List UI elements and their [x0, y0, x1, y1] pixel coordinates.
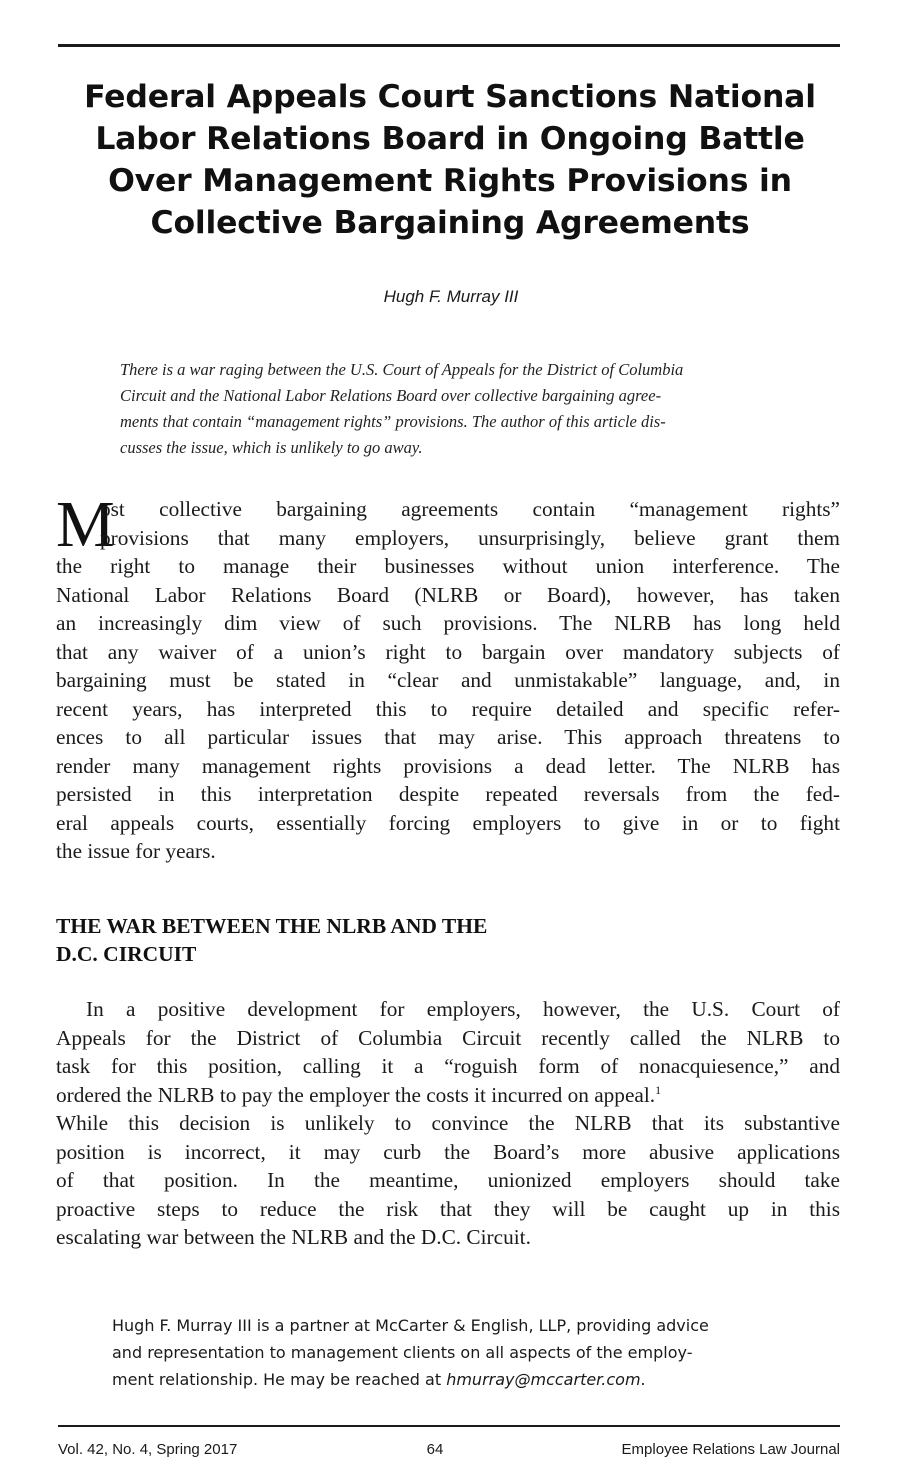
author-byline: Hugh F. Murray III [383, 287, 519, 306]
body-line: In a positive development for employers, however, the U.S. Court of [86, 997, 840, 1021]
article-abstract [120, 357, 780, 461]
body-line: render many management rights provisions a dead letter. The NLRB has [56, 753, 840, 778]
bio-line: Hugh F. Murray III is a partner at McCarter & English, LLP, providing advice [112, 1316, 709, 1335]
body-line: position is incorrect, it may curb the Board’s more abusive applications [56, 1139, 840, 1164]
footnote-marker[interactable]: 1 [655, 1082, 662, 1097]
body-line: National Labor Relations Board (NLRB or Board), however, has taken [56, 582, 840, 607]
body-line: escalating war between the NLRB and the D.C. Circuit. [56, 1225, 531, 1249]
title-line: Labor Relations Board in Ongoing Battle [95, 121, 805, 157]
abstract-line: There is a war raging between the U.S. Court of Appeals for the District of Columbia [120, 360, 684, 379]
bottom-rule [58, 1425, 840, 1427]
body-paragraph-1 [56, 495, 840, 866]
body-line [56, 1081, 840, 1110]
top-rule [58, 44, 840, 47]
title-line: Over Management Rights Provisions in [108, 163, 792, 199]
body-line: bargaining must be stated in “clear and unmistakable” language, and, in [56, 668, 840, 692]
body-line: proactive steps to reduce the risk that they will be caught up in this [56, 1196, 840, 1221]
abstract-line: ments that contain “management rights” provisions. The author of this article dis- [120, 412, 666, 431]
body-line: eral appeals courts, essentially forcing employers to give in or to fight [56, 810, 840, 835]
author-bio [112, 1312, 788, 1393]
body-line: provisions that many employers, unsurprisingly, believe grant them [100, 525, 840, 550]
body-line: Appeals for the District of Columbia Circuit recently called the NLRB to [56, 1025, 840, 1050]
body-line: persisted in this interpretation despite repeated reversals from the fed- [56, 782, 840, 806]
body-line-text: ordered the NLRB to pay the employer the costs it incurred on appeal. [56, 1082, 656, 1107]
body-line: While this decision is unlikely to convince the NLRB that its substantive [56, 1111, 840, 1135]
body-line: that any waiver of a union’s right to bargain over mandatory subjects of [56, 639, 840, 664]
article-title [40, 76, 860, 244]
body-line: the right to manage their businesses without union interference. The [56, 554, 840, 578]
drop-cap: M [56, 488, 115, 561]
section-heading [56, 912, 656, 968]
bio-line [112, 1366, 788, 1393]
body-line: recent years, has interpreted this to require detailed and specific refer- [56, 696, 840, 721]
footer-page-number: 64 [426, 1441, 444, 1458]
title-line: Federal Appeals Court Sanctions National [84, 79, 816, 115]
title-line: Collective Bargaining Agreements [150, 205, 750, 241]
body-line: task for this position, calling it a “roguish form of nonacquiesence,” and [56, 1054, 840, 1078]
bio-trailing: . [640, 1370, 646, 1389]
body-line: an increasingly dim view of such provisions. The NLRB has long held [56, 611, 840, 635]
author-email-link[interactable]: hmurray@mccarter.com [446, 1370, 641, 1389]
heading-line: THE WAR BETWEEN THE NLRB AND THE [56, 914, 488, 938]
abstract-line: Circuit and the National Labor Relations Board over collective bargaining agree- [120, 386, 662, 405]
abstract-line: cusses the issue, which is unlikely to go away. [120, 438, 423, 457]
heading-line: D.C. CIRCUIT [56, 942, 197, 966]
body-line: ost collective bargaining agreements contain “management rights” [100, 497, 840, 521]
body-line: the issue for years. [56, 839, 216, 863]
bio-line: and representation to management clients on all aspects of the employ- [112, 1343, 693, 1362]
footer-volume: Vol. 42, No. 4, Spring 2017 [58, 1441, 238, 1458]
body-line: ences to all particular issues that may arise. This approach threatens to [56, 725, 840, 749]
footer-journal-name: Employee Relations Law Journal [621, 1441, 840, 1458]
bio-line-text: ment relationship. He may be reached at [112, 1370, 447, 1389]
body-line: of that position. In the meantime, unionized employers should take [56, 1168, 840, 1192]
body-paragraph-2 [56, 995, 840, 1252]
